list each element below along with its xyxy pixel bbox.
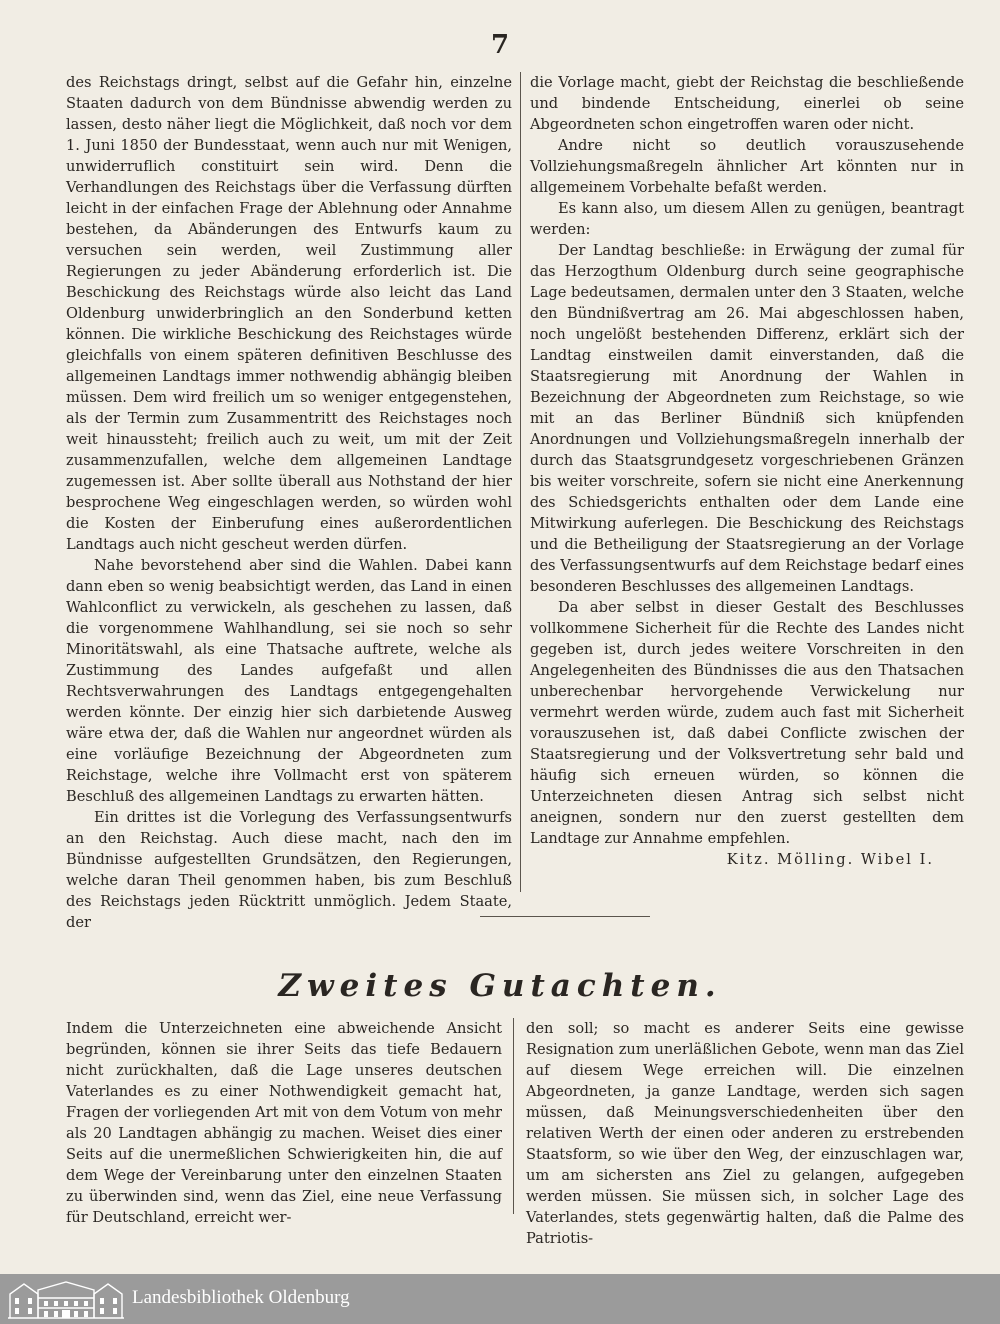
library-footer bbox=[0, 1274, 1000, 1324]
page-number: 7 bbox=[490, 30, 510, 60]
section-separator bbox=[480, 916, 650, 917]
paragraph: Andre nicht so deutlich vorauszusehende Vollziehungsmaßregeln ähnlicher Art könnten nur in allgemeinem Vorbehalte befaßt werden. bbox=[530, 137, 964, 196]
section-heading: Zweites Gutachten. bbox=[278, 968, 722, 1004]
signatures: Kitz. Mölling. Wibel I. bbox=[726, 851, 934, 868]
column-divider-bottom bbox=[513, 1018, 514, 1214]
paragraph: Nahe bevorstehend aber sind die Wahlen. Dabei kann dann eben so wenig beabsichtigt werden, das Land in einen Wahlconflict zu verwickeln, als geschehen zu lassen, daß die vorgenommene Wahlhandlung, sei sie noch so sehr Minoritätswahl, als eine Thatsache auftrete, welche als Zustimmung des Landes aufgefaßt und allen Rechtsverwahrungen des Landtags entgegengehalten werden könnte. Der einzig hier sich darbietende Ausweg wäre etwa der, daß die Wahlen nur angeordnet würden als eine vorläufige Bezeichnung der Abgeordneten zum Reichstage, welche ihre Vollmacht erst von späterem Beschluß des allgemeinen Landtags zu erwarten hätten. bbox=[66, 557, 512, 805]
library-building-icon bbox=[6, 1278, 126, 1320]
bottom-left-column bbox=[66, 1018, 502, 1228]
paragraph: den soll; so macht es anderer Seits eine gewisse Resignation zum unerläßlichen Gebote, wenn man das Ziel auf diesem Wege erreichen will. Die einzelnen Abgeordneten, ja ganze Landtage, werden sich sagen müssen, daß Meinungsverschiedenheiten über den relativen Werth der einen oder anderen zu erstrebenden Staatsform, so wie über den Weg, der einzuschlagen war, um am sichersten ans Ziel zu gelangen, aufgegeben werden müssen. Sie müssen sich, in solcher Lage des Vaterlandes, stets gegenwärtig halten, daß die Palme des Patriotis- bbox=[526, 1020, 964, 1247]
paragraph: des Reichstags dringt, selbst auf die Gefahr hin, einzelne Staaten dadurch von dem Bündnisse abwendig werden zu lassen, desto näher liegt die Möglichkeit, daß noch vor dem 1. Juni 1850 der Bundesstaat, wenn auch nur mit Wenigen, unwiderruflich constituirt sein wird. Denn die Verhandlungen des Reichstags über die Verfassung dürften leicht in der einfachen Frage der Ablehnung oder Annahme bestehen, da Abänderungen des Entwurfs kaum zu versuchen sein werden, weil Zustimmung aller Regierungen zu jeder Abänderung erforderlich ist. Die Beschickung des Reichstags würde also leicht das Land Oldenburg unwiderbringlich an den Sonderbund ketten können. Die wirkliche Beschickung des Reichstages würde gleichfalls von einem späteren definitiven Beschlusse des allgemeinen Landtags immer nothwendig abhängig bleiben müssen. Dem wird freilich um so weniger entgegenstehen, als der Termin zum Zusammentritt des Reichstages noch weit hinaussteht; freilich auch zu weit, um mit der Zeit zusammenzufallen, welche dem allgemeinen Landtage zugemessen ist. Aber sollte überall aus Nothstand der hier besprochene Weg eingeschlagen werden, so würden wohl die Kosten der Einberufung eines außerordentlichen Landtags auch nicht gescheut werden dürfen. bbox=[66, 74, 512, 553]
paragraph: Indem die Unterzeichneten eine abweichende Ansicht begründen, können sie ihrer Seits das tiefe Bedauern nicht zurückhalten, daß die Lage unseres deutschen Vaterlandes es zu einer Nothwendigkeit gemacht hat, Fragen der vorliegenden Art mit von dem Votum von mehr als 20 Landtagen abhängig zu machen. Weiset dies einer Seits auf die unermeßlichen Schwierigkeiten hin, die auf dem Wege der Vereinbarung unter den einzelnen Staaten zu überwinden sind, wenn das Ziel, eine neue Verfassung für Deutschland, erreicht wer- bbox=[66, 1020, 502, 1226]
bottom-right-column bbox=[526, 1018, 964, 1249]
paragraph: Es kann also, um diesem Allen zu genügen, beantragt werden: bbox=[530, 200, 964, 238]
column-divider-top bbox=[520, 72, 521, 892]
top-left-column bbox=[66, 72, 512, 933]
paragraph: Ein drittes ist die Vorlegung des Verfassungsentwurfs an den Reichstag. Auch diese macht, nach den im Bündnisse aufgestellten Grundsätzen, den Regierungen, welche daran Theil genommen haben, bis zum Beschluß des Reichstags jeden Rücktritt unmöglich. Jedem Staate, der bbox=[66, 809, 512, 931]
top-right-column bbox=[530, 72, 964, 870]
paragraph: Da aber selbst in dieser Gestalt des Beschlusses vollkommene Sicherheit für die Rechte des Landes nicht gegeben ist, durch jedes weitere Vorschreiten in den Angelegenheiten des Bündnisses die aus den Thatsachen unberechenbar hervorgehende Verwickelung nur vermehrt werden würde, zudem auch fast mit Sicherheit vorauszusehen ist, daß dabei Conflicte zwischen der Staatsregierung und der Volksvertretung sehr bald und häufig sich erneuen würden, so können die Unterzeichneten diesen Antrag sich selbst nicht aneignen, sondern nur den zuerst gestellten dem Landtage zur Annahme empfehlen. bbox=[530, 599, 964, 847]
library-name: Landesbibliothek Oldenburg bbox=[132, 1287, 350, 1308]
paragraph: die Vorlage macht, giebt der Reichstag die beschließende und bindende Entscheidung, einerlei ob seine Abgeordneten schon eingetroffen waren oder nicht. bbox=[530, 74, 964, 133]
motion-paragraph: Der Landtag beschließe: in Erwägung der zumal für das Herzogthum Oldenburg durch seine geographische Lage bedeutsamen, dermalen unter den 3 Staaten, welche den Bündnißvertrag am 26. Mai abgeschlossen haben, noch ungelößt bestehenden Differenz, erklärt sich der Landtag einstweilen damit einverstanden, daß die Staatsregierung mit Anordnung der Wahlen in Bezeichnung der Abgeordneten zum Reichstage, so wie mit an das Berliner Bündniß sich knüpfenden Anordnungen und Vollziehungsmaßregeln innerhalb der durch das Staatsgrundgesetz vorgeschriebenen Gränzen bis weiter vorschreite, sofern sie nicht eine Anerkennung des Schiedsgerichts enthalten oder dem Lande eine Mitwirkung auferlegen. Die Beschickung des Reichstags und die Betheiligung der Staatsregierung an der Vorlage des Verfassungsentwurfs auf dem Reichstage bedarf eines besonderen Beschlusses des allgemeinen Landtags. bbox=[530, 242, 964, 595]
